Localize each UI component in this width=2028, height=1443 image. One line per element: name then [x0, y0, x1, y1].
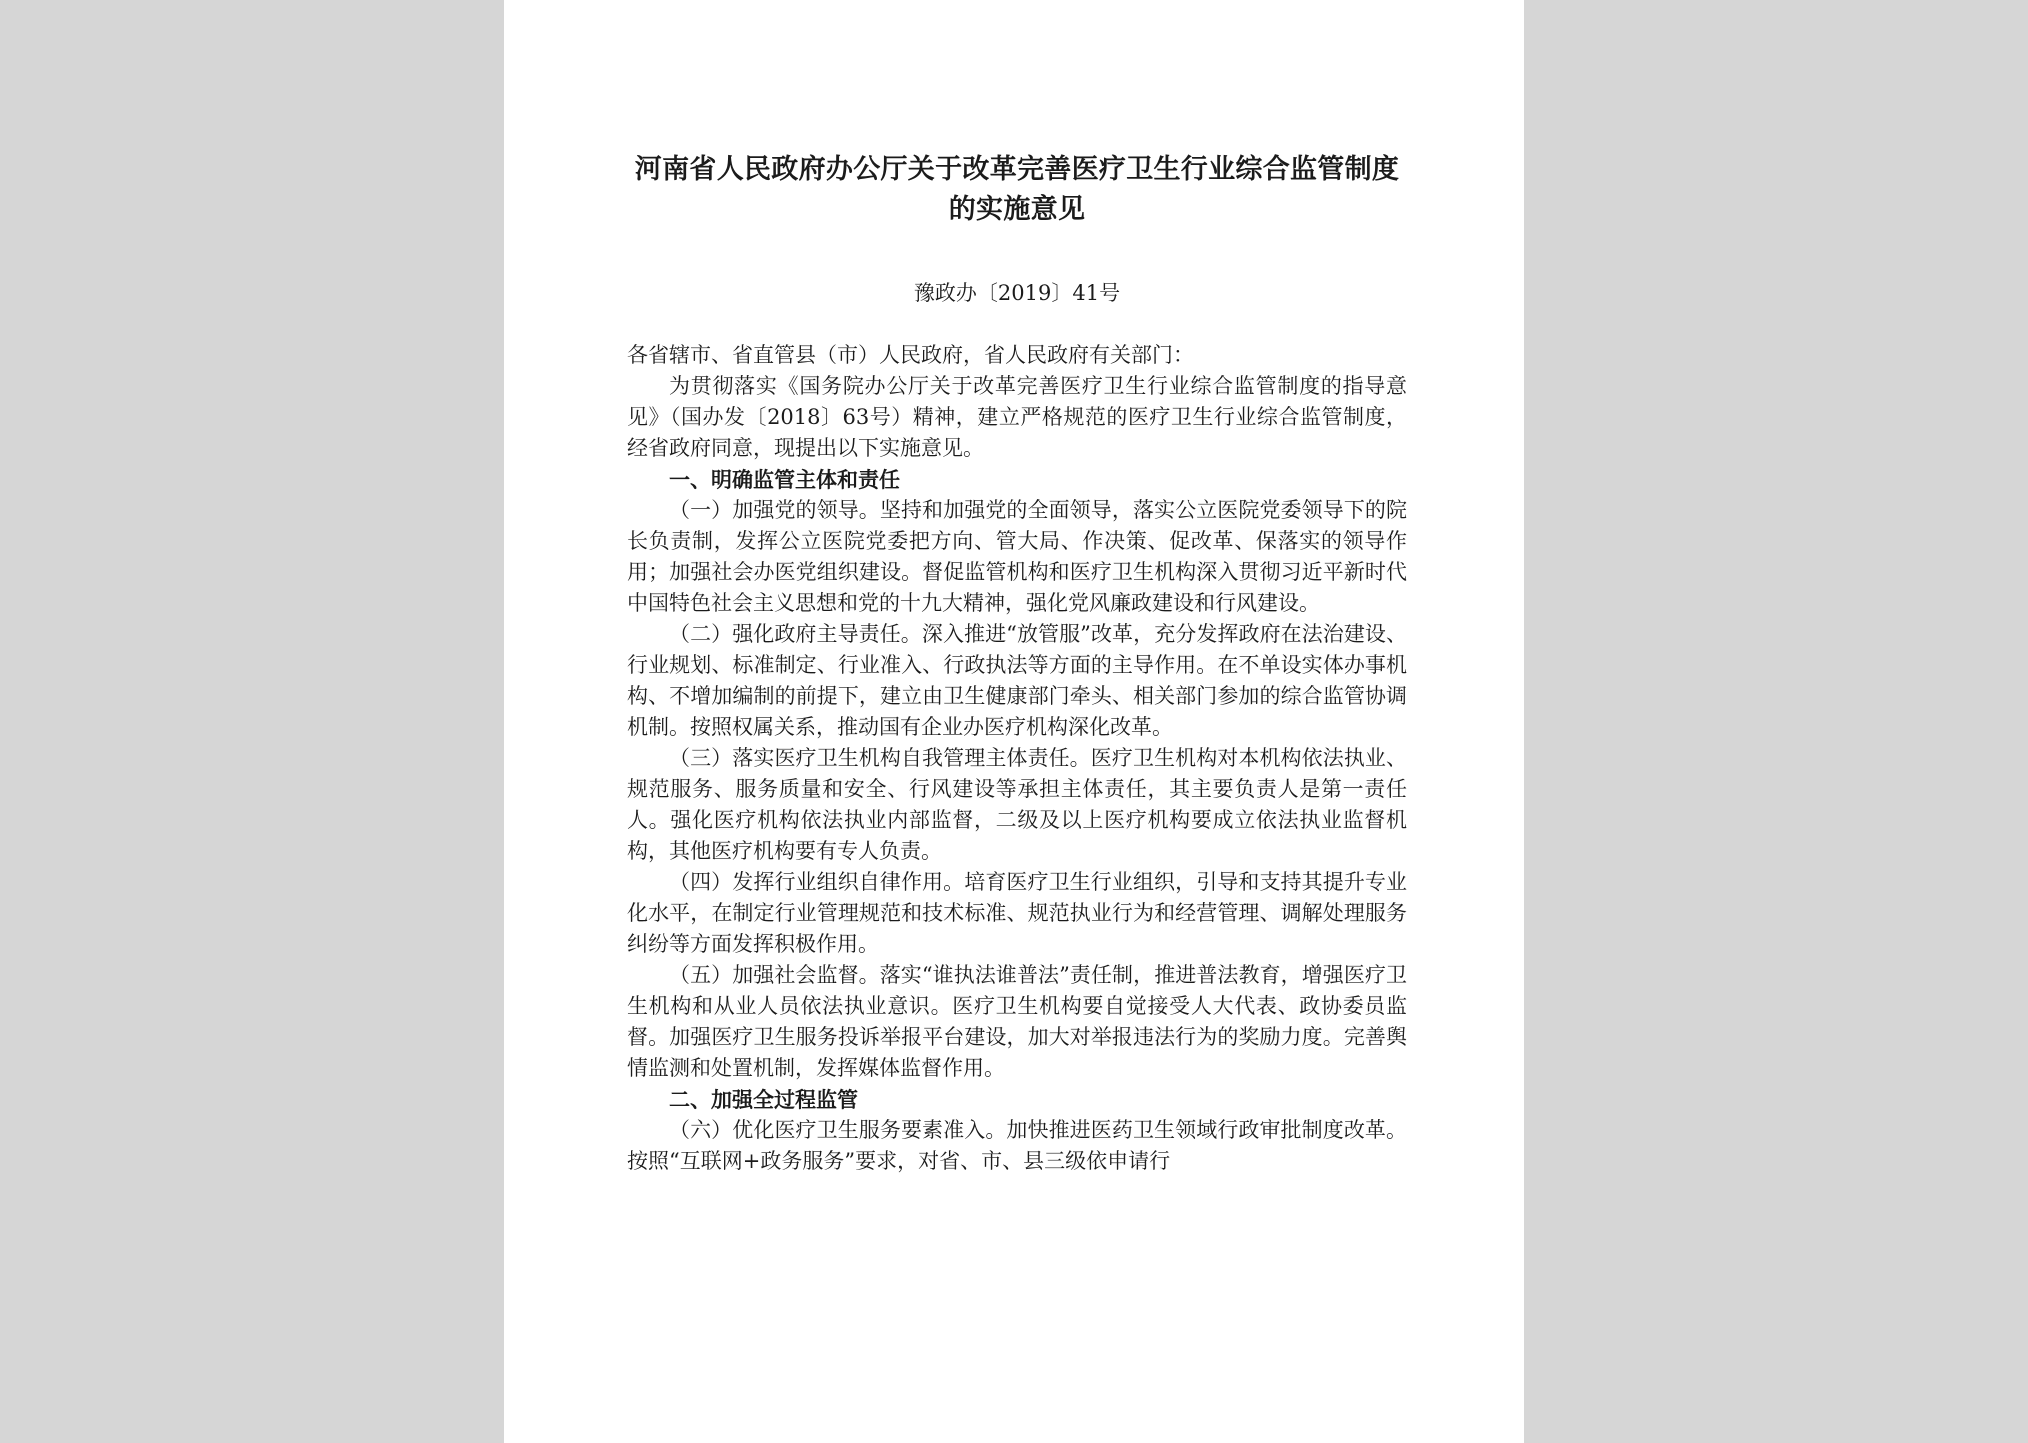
- document-number: 豫政办〔2019〕41号: [913, 281, 1121, 305]
- section-heading-1: 一、明确监管主体和责任: [669, 467, 900, 492]
- paragraph-item-1: （一）加强党的领导。坚持和加强党的全面领导，落实公立医院党委领导下的院长负责制，发挥公立医院党委把方向、管大局、作决策、促改革、保落实的领导作用；加强社会办医党组织建设。督促监管机构和医疗卫生机构深入贯彻习近平新时代中国特色社会主义思想和党的十九大精神，强化党风廉政建设和行风建设。: [627, 498, 1407, 615]
- document-content: [627, 150, 1407, 1177]
- section-heading-2: 二、加强全过程监管: [669, 1087, 858, 1112]
- document-page: [504, 0, 1524, 1443]
- document-title: 河南省人民政府办公厅关于改革完善医疗卫生行业综合监管制度的实施意见: [634, 154, 1400, 225]
- intro-paragraph: 为贯彻落实《国务院办公厅关于改革完善医疗卫生行业综合监管制度的指导意见》（国办发〔2018〕63号）精神，建立严格规范的医疗卫生行业综合监管制度，经省政府同意，现提出以下实施意见。: [627, 374, 1407, 460]
- paragraph-item-5: （五）加强社会监督。落实“谁执法谁普法”责任制，推进普法教育，增强医疗卫生机构和从业人员依法执业意识。医疗卫生机构要自觉接受人大代表、政协委员监督。加强医疗卫生服务投诉举报平台建设，加大对举报违法行为的奖励力度。完善舆情监测和处置机制，发挥媒体监督作用。: [627, 963, 1407, 1080]
- paragraph-item-4: （四）发挥行业组织自律作用。培育医疗卫生行业组织，引导和支持其提升专业化水平，在制定行业管理规范和技术标准、规范执业行为和经营管理、调解处理服务纠纷等方面发挥积极作用。: [627, 870, 1407, 956]
- paragraph-item-3: （三）落实医疗卫生机构自我管理主体责任。医疗卫生机构对本机构依法执业、规范服务、服务质量和安全、行风建设等承担主体责任，其主要负责人是第一责任人。强化医疗机构依法执业内部监督，二级及以上医疗机构要成立依法执业监督机构，其他医疗机构要有专人负责。: [627, 746, 1407, 863]
- salutation: 各省辖市、省直管县（市）人民政府，省人民政府有关部门：: [627, 343, 1194, 367]
- paragraph-item-2: （二）强化政府主导责任。深入推进“放管服”改革，充分发挥政府在法治建设、行业规划、标准制定、行业准入、行政执法等方面的主导作用。在不单设实体办事机构、不增加编制的前提下，建立由卫生健康部门牵头、相关部门参加的综合监管协调机制。按照权属关系，推动国有企业办医疗机构深化改革。: [627, 622, 1407, 739]
- paragraph-item-6: （六）优化医疗卫生服务要素准入。加快推进医药卫生领域行政审批制度改革。按照“互联网+政务服务”要求，对省、市、县三级依申请行: [627, 1118, 1407, 1173]
